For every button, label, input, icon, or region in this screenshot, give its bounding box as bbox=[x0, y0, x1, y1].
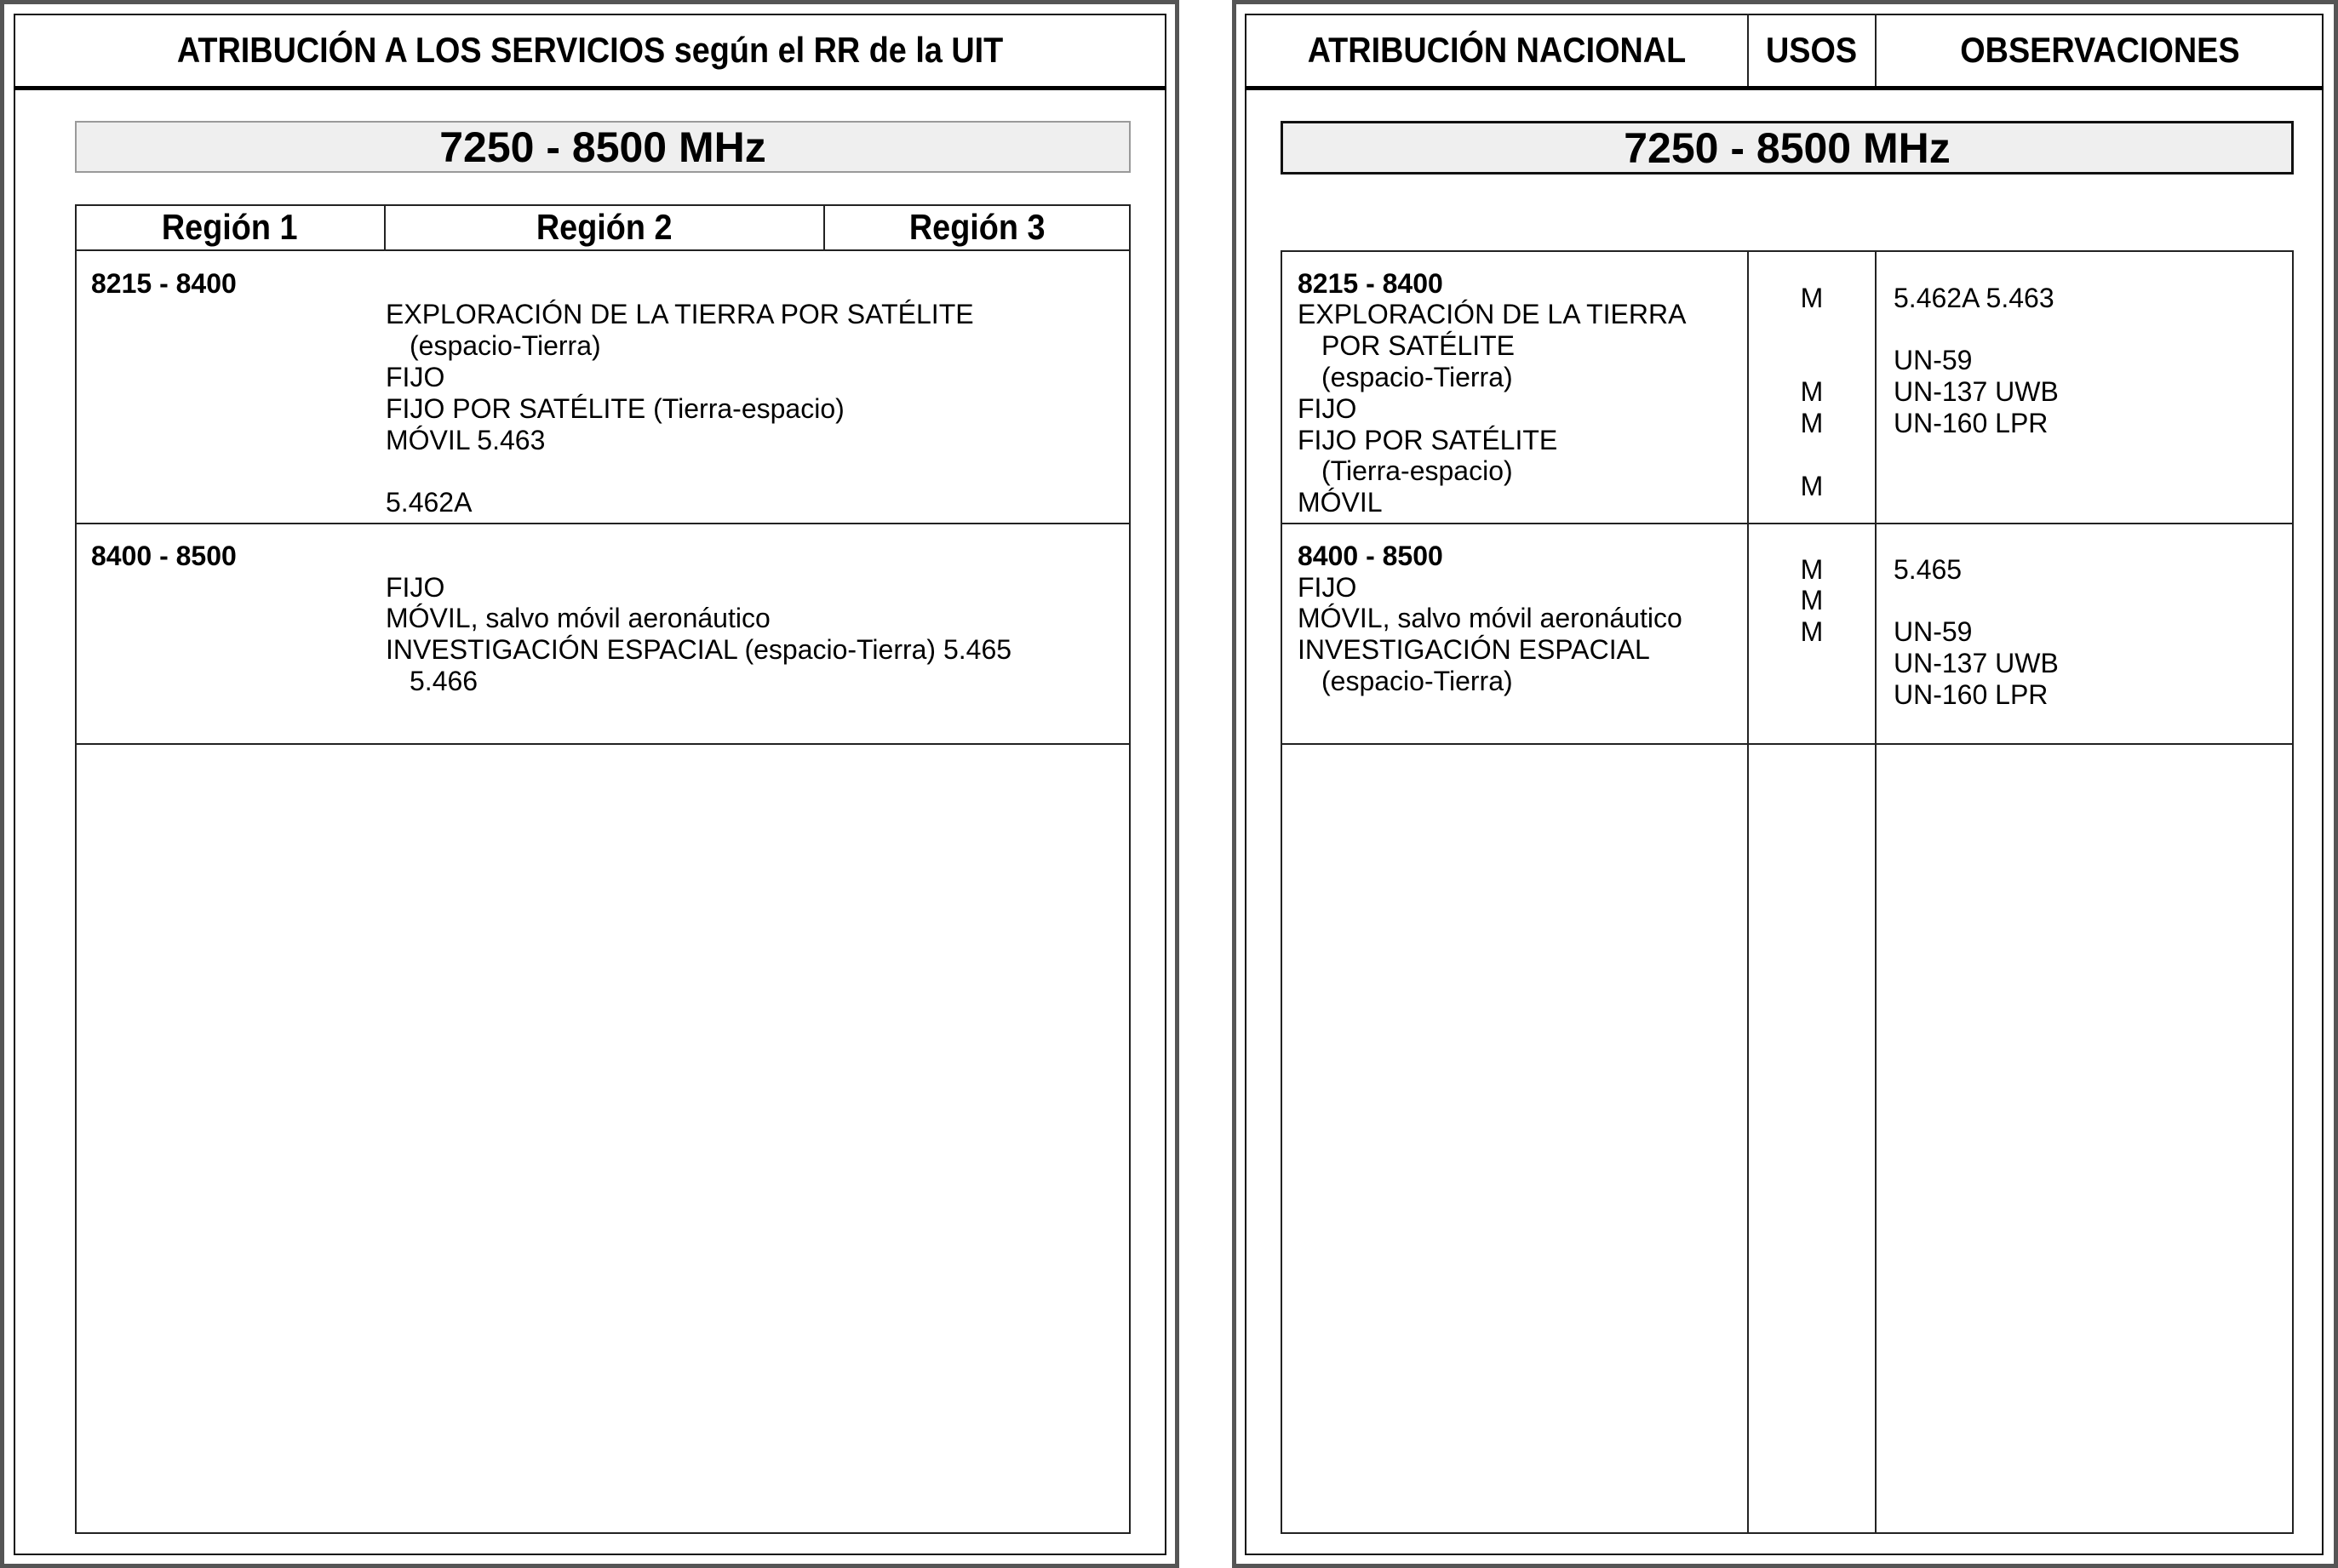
observaciones-list bbox=[1894, 554, 2059, 711]
region-2-header bbox=[385, 204, 824, 250]
service-line: FIJO bbox=[386, 571, 445, 603]
table-grid-line bbox=[75, 523, 1131, 524]
usos-header bbox=[1748, 14, 1876, 87]
table-grid-line bbox=[1875, 14, 1877, 87]
line-spacer bbox=[1894, 314, 2059, 346]
table-grid-line bbox=[75, 743, 1131, 745]
region-3-header bbox=[824, 204, 1131, 250]
service-line: (Tierra-espacio) bbox=[1321, 455, 1513, 487]
table-grid-line bbox=[1281, 523, 2294, 524]
service-line: EXPLORACIÓN DE LA TIERRA bbox=[1298, 299, 1687, 330]
usage-code: M bbox=[1800, 553, 1824, 585]
usage-code: M bbox=[1800, 470, 1824, 501]
band-title: 7250 - 8500 MHz bbox=[1624, 123, 1951, 172]
right-band-box bbox=[1281, 121, 2294, 175]
usage-code: M bbox=[1800, 616, 1824, 648]
service-line: FIJO bbox=[1298, 392, 1357, 424]
service-line: 5.466 bbox=[410, 665, 478, 696]
left-panel-header bbox=[14, 14, 1166, 87]
national-service-list bbox=[1298, 541, 1682, 697]
frequency-range: 8400 - 8500 bbox=[91, 540, 237, 571]
service-line: (espacio-Tierra) bbox=[1321, 665, 1513, 696]
observation-note: 5.465 bbox=[1894, 553, 1963, 585]
service-line: MÓVIL 5.463 bbox=[386, 424, 546, 455]
line-spacer bbox=[386, 455, 974, 487]
line-spacer bbox=[1748, 314, 1876, 346]
national-allocation-header bbox=[1245, 14, 1748, 87]
table-grid-line bbox=[1747, 14, 1749, 87]
table-grid-line bbox=[1281, 743, 2294, 745]
service-line: FIJO POR SATÉLITE (Tierra-espacio) bbox=[386, 392, 845, 424]
band-title: 7250 - 8500 MHz bbox=[439, 123, 766, 171]
frequency-range: 8215 - 8400 bbox=[1298, 267, 1443, 299]
observaciones-header bbox=[1876, 14, 2324, 87]
header-rule bbox=[14, 86, 1166, 90]
service-line: FIJO bbox=[386, 361, 445, 392]
service-line: FIJO POR SATÉLITE bbox=[1298, 424, 1558, 455]
observation-note: UN-137 UWB bbox=[1894, 376, 2059, 408]
national-allocation-label: ATRIBUCIÓN NACIONAL bbox=[1307, 30, 1686, 70]
observaciones-list bbox=[1894, 283, 2059, 439]
region-2-label: Región 2 bbox=[536, 207, 673, 247]
service-line: MÓVIL, salvo móvil aeronáutico bbox=[386, 603, 771, 634]
frequency-range: 8215 - 8400 bbox=[91, 267, 237, 299]
itu-allocation-title: ATRIBUCIÓN A LOS SERVICIOS según el RR de la UIT bbox=[176, 30, 1004, 70]
usos-list bbox=[1748, 283, 1876, 502]
usage-code: M bbox=[1800, 585, 1824, 616]
service-list bbox=[386, 572, 1011, 697]
line-spacer bbox=[1748, 345, 1876, 376]
observation-note: 5.462A 5.463 bbox=[1894, 282, 2054, 313]
region-3-label: Región 3 bbox=[909, 207, 1046, 247]
observation-note: UN-59 bbox=[1894, 616, 1973, 648]
service-line: MÓVIL, salvo móvil aeronáutico bbox=[1298, 603, 1682, 634]
frequency-range: 8400 - 8500 bbox=[1298, 540, 1443, 571]
service-line: INVESTIGACIÓN ESPACIAL (espacio-Tierra) 5.465 bbox=[386, 634, 1012, 666]
header-rule bbox=[1245, 86, 2324, 90]
service-line: (espacio-Tierra) bbox=[410, 330, 601, 362]
service-line: (espacio-Tierra) bbox=[1321, 361, 1513, 392]
national-service-list bbox=[1298, 268, 1686, 518]
observation-note: UN-160 LPR bbox=[1894, 408, 2049, 439]
region-1-header bbox=[75, 204, 385, 250]
line-spacer bbox=[1748, 439, 1876, 471]
service-line: INVESTIGACIÓN ESPACIAL bbox=[1298, 634, 1650, 666]
region-1-label: Región 1 bbox=[162, 207, 298, 247]
line-spacer bbox=[1894, 585, 2059, 616]
service-line: EXPLORACIÓN DE LA TIERRA POR SATÉLITE bbox=[386, 299, 974, 330]
observation-note: UN-160 LPR bbox=[1894, 678, 2049, 710]
usos-list bbox=[1748, 554, 1876, 648]
service-list bbox=[386, 299, 974, 518]
usage-code: M bbox=[1800, 408, 1824, 439]
observaciones-label: OBSERVACIONES bbox=[1959, 30, 2240, 70]
service-line: FIJO bbox=[1298, 571, 1357, 603]
service-line: POR SATÉLITE bbox=[1321, 330, 1516, 362]
footnote-line: 5.462A bbox=[386, 487, 473, 518]
usage-code: M bbox=[1800, 376, 1824, 408]
service-line: MÓVIL bbox=[1298, 487, 1383, 518]
usage-code: M bbox=[1800, 282, 1824, 313]
left-band-box bbox=[75, 121, 1131, 173]
observation-note: UN-137 UWB bbox=[1894, 647, 2059, 678]
usos-label: USOS bbox=[1766, 30, 1858, 70]
observation-note: UN-59 bbox=[1894, 345, 1973, 376]
